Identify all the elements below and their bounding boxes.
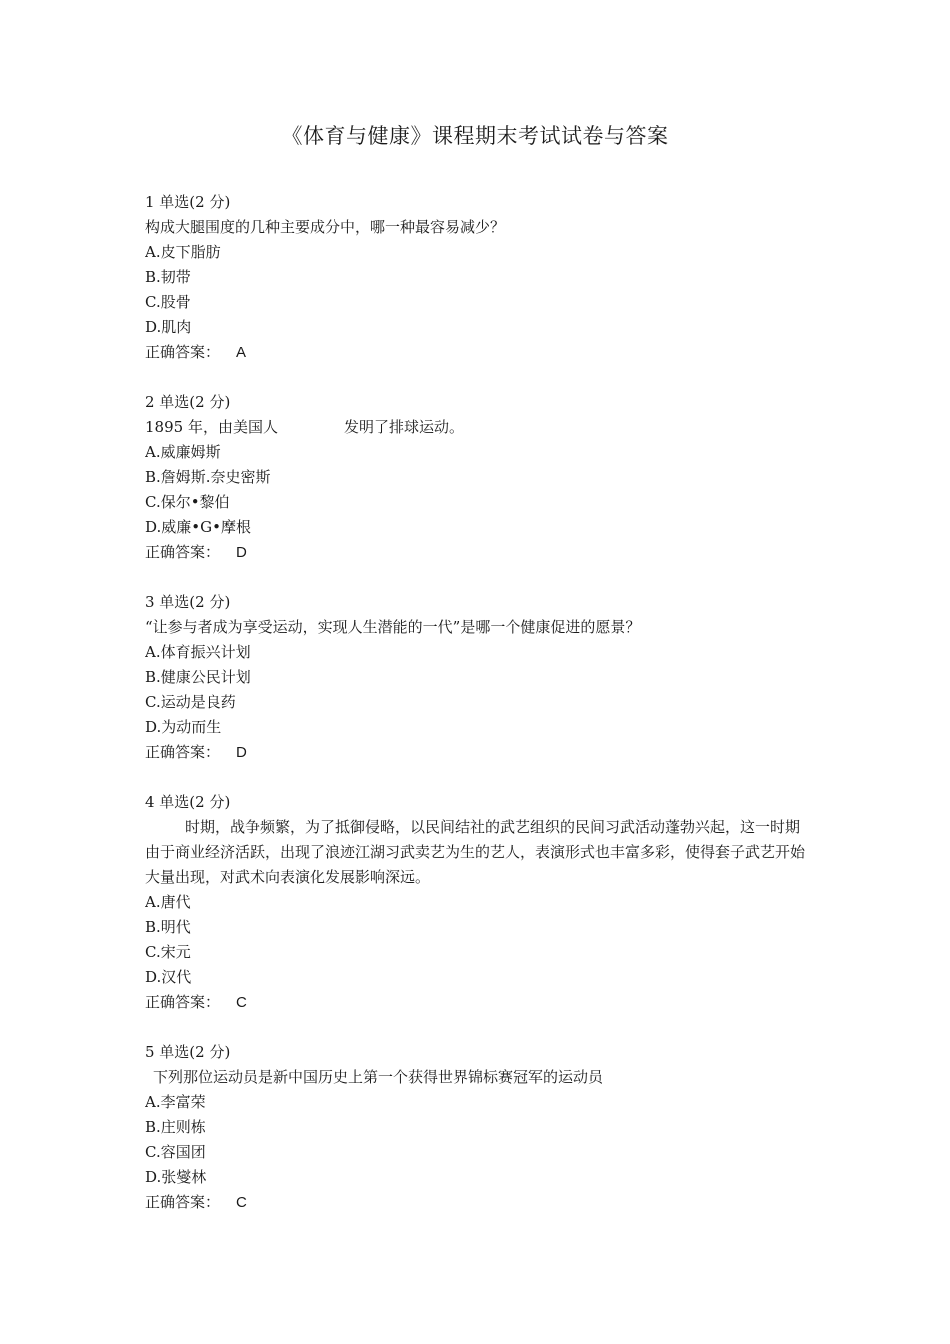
question-stem: 构成大腿围度的几种主要成分中，哪一种最容易减少？ xyxy=(145,218,506,236)
option-a: A.体育振兴计划 xyxy=(145,643,251,661)
option-d: D.汉代 xyxy=(145,968,192,986)
question-header: 2 单选(2 分) xyxy=(145,393,231,411)
option-d: D.为动而生 xyxy=(145,718,222,736)
option-c: C.容国团 xyxy=(145,1143,206,1161)
option-c: C.宋元 xyxy=(145,943,191,961)
option-b: B.詹姆斯.奈史密斯 xyxy=(145,468,271,486)
answer-line xyxy=(145,1190,825,1215)
option-b: B.庄则栋 xyxy=(145,1118,206,1136)
question-stem: “让参与者成为享受运动，实现人生潜能的一代”是哪一个健康促进的愿景？ xyxy=(145,618,641,636)
answer-value: C xyxy=(236,1194,247,1211)
question-2 xyxy=(145,390,825,565)
answer-label: 正确答案： xyxy=(145,993,221,1011)
answer-line xyxy=(145,990,825,1015)
question-stem: 时期，战争频繁，为了抵御侵略，以民间结社的武艺组织的民间习武活动蓬勃兴起，这一时期由于商业经济活跃，出现了浪迹江湖习武卖艺为生的艺人，表演形式也丰富多彩，使得套子武艺开始大量出现，对武术向表演化发展影响深远。 xyxy=(145,818,806,886)
option-c: C.股骨 xyxy=(145,293,191,311)
question-stem-after-blank: 发明了排球运动。 xyxy=(343,418,464,436)
question-5 xyxy=(145,1040,825,1215)
option-b: B.健康公民计划 xyxy=(145,668,251,686)
question-3 xyxy=(145,590,825,765)
question-stem: 下列那位运动员是新中国历史上第一个获得世界锦标赛冠军的运动员 xyxy=(153,1068,604,1086)
answer-value: A xyxy=(236,344,247,361)
answer-label: 正确答案： xyxy=(145,1193,221,1211)
option-b: B.明代 xyxy=(145,918,191,936)
answer-line xyxy=(145,740,825,765)
question-4 xyxy=(145,790,825,1015)
question-header: 4 单选(2 分) xyxy=(145,793,231,811)
option-b: B.韧带 xyxy=(145,268,191,286)
question-header: 1 单选(2 分) xyxy=(145,193,231,211)
answer-value: C xyxy=(236,994,247,1011)
document-title: 《体育与健康》课程期末考试试卷与答案 xyxy=(281,124,669,148)
question-header: 3 单选(2 分) xyxy=(145,593,231,611)
answer-label: 正确答案： xyxy=(145,543,221,561)
question-1 xyxy=(145,190,825,365)
question-stem-before-blank: 1895 年，由美国人 xyxy=(145,418,278,436)
answer-label: 正确答案： xyxy=(145,343,221,361)
option-d: D.肌肉 xyxy=(145,318,192,336)
option-a: A.李富荣 xyxy=(145,1093,206,1111)
option-d: D.张燮林 xyxy=(145,1168,207,1186)
answer-line xyxy=(145,540,825,565)
option-a: A.皮下脂肪 xyxy=(145,243,221,261)
question-list xyxy=(145,190,825,1240)
option-a: A.唐代 xyxy=(145,893,191,911)
answer-value: D xyxy=(236,744,247,761)
question-stem xyxy=(145,415,825,440)
option-c: C.运动是良药 xyxy=(145,693,236,711)
question-header: 5 单选(2 分) xyxy=(145,1043,231,1061)
answer-label: 正确答案： xyxy=(145,743,221,761)
option-c: C.保尔•黎伯 xyxy=(145,493,230,511)
option-a: A.威廉姆斯 xyxy=(145,443,221,461)
answer-line xyxy=(145,340,825,365)
answer-value: D xyxy=(236,544,247,561)
option-d: D.威廉•G•摩根 xyxy=(145,518,251,536)
